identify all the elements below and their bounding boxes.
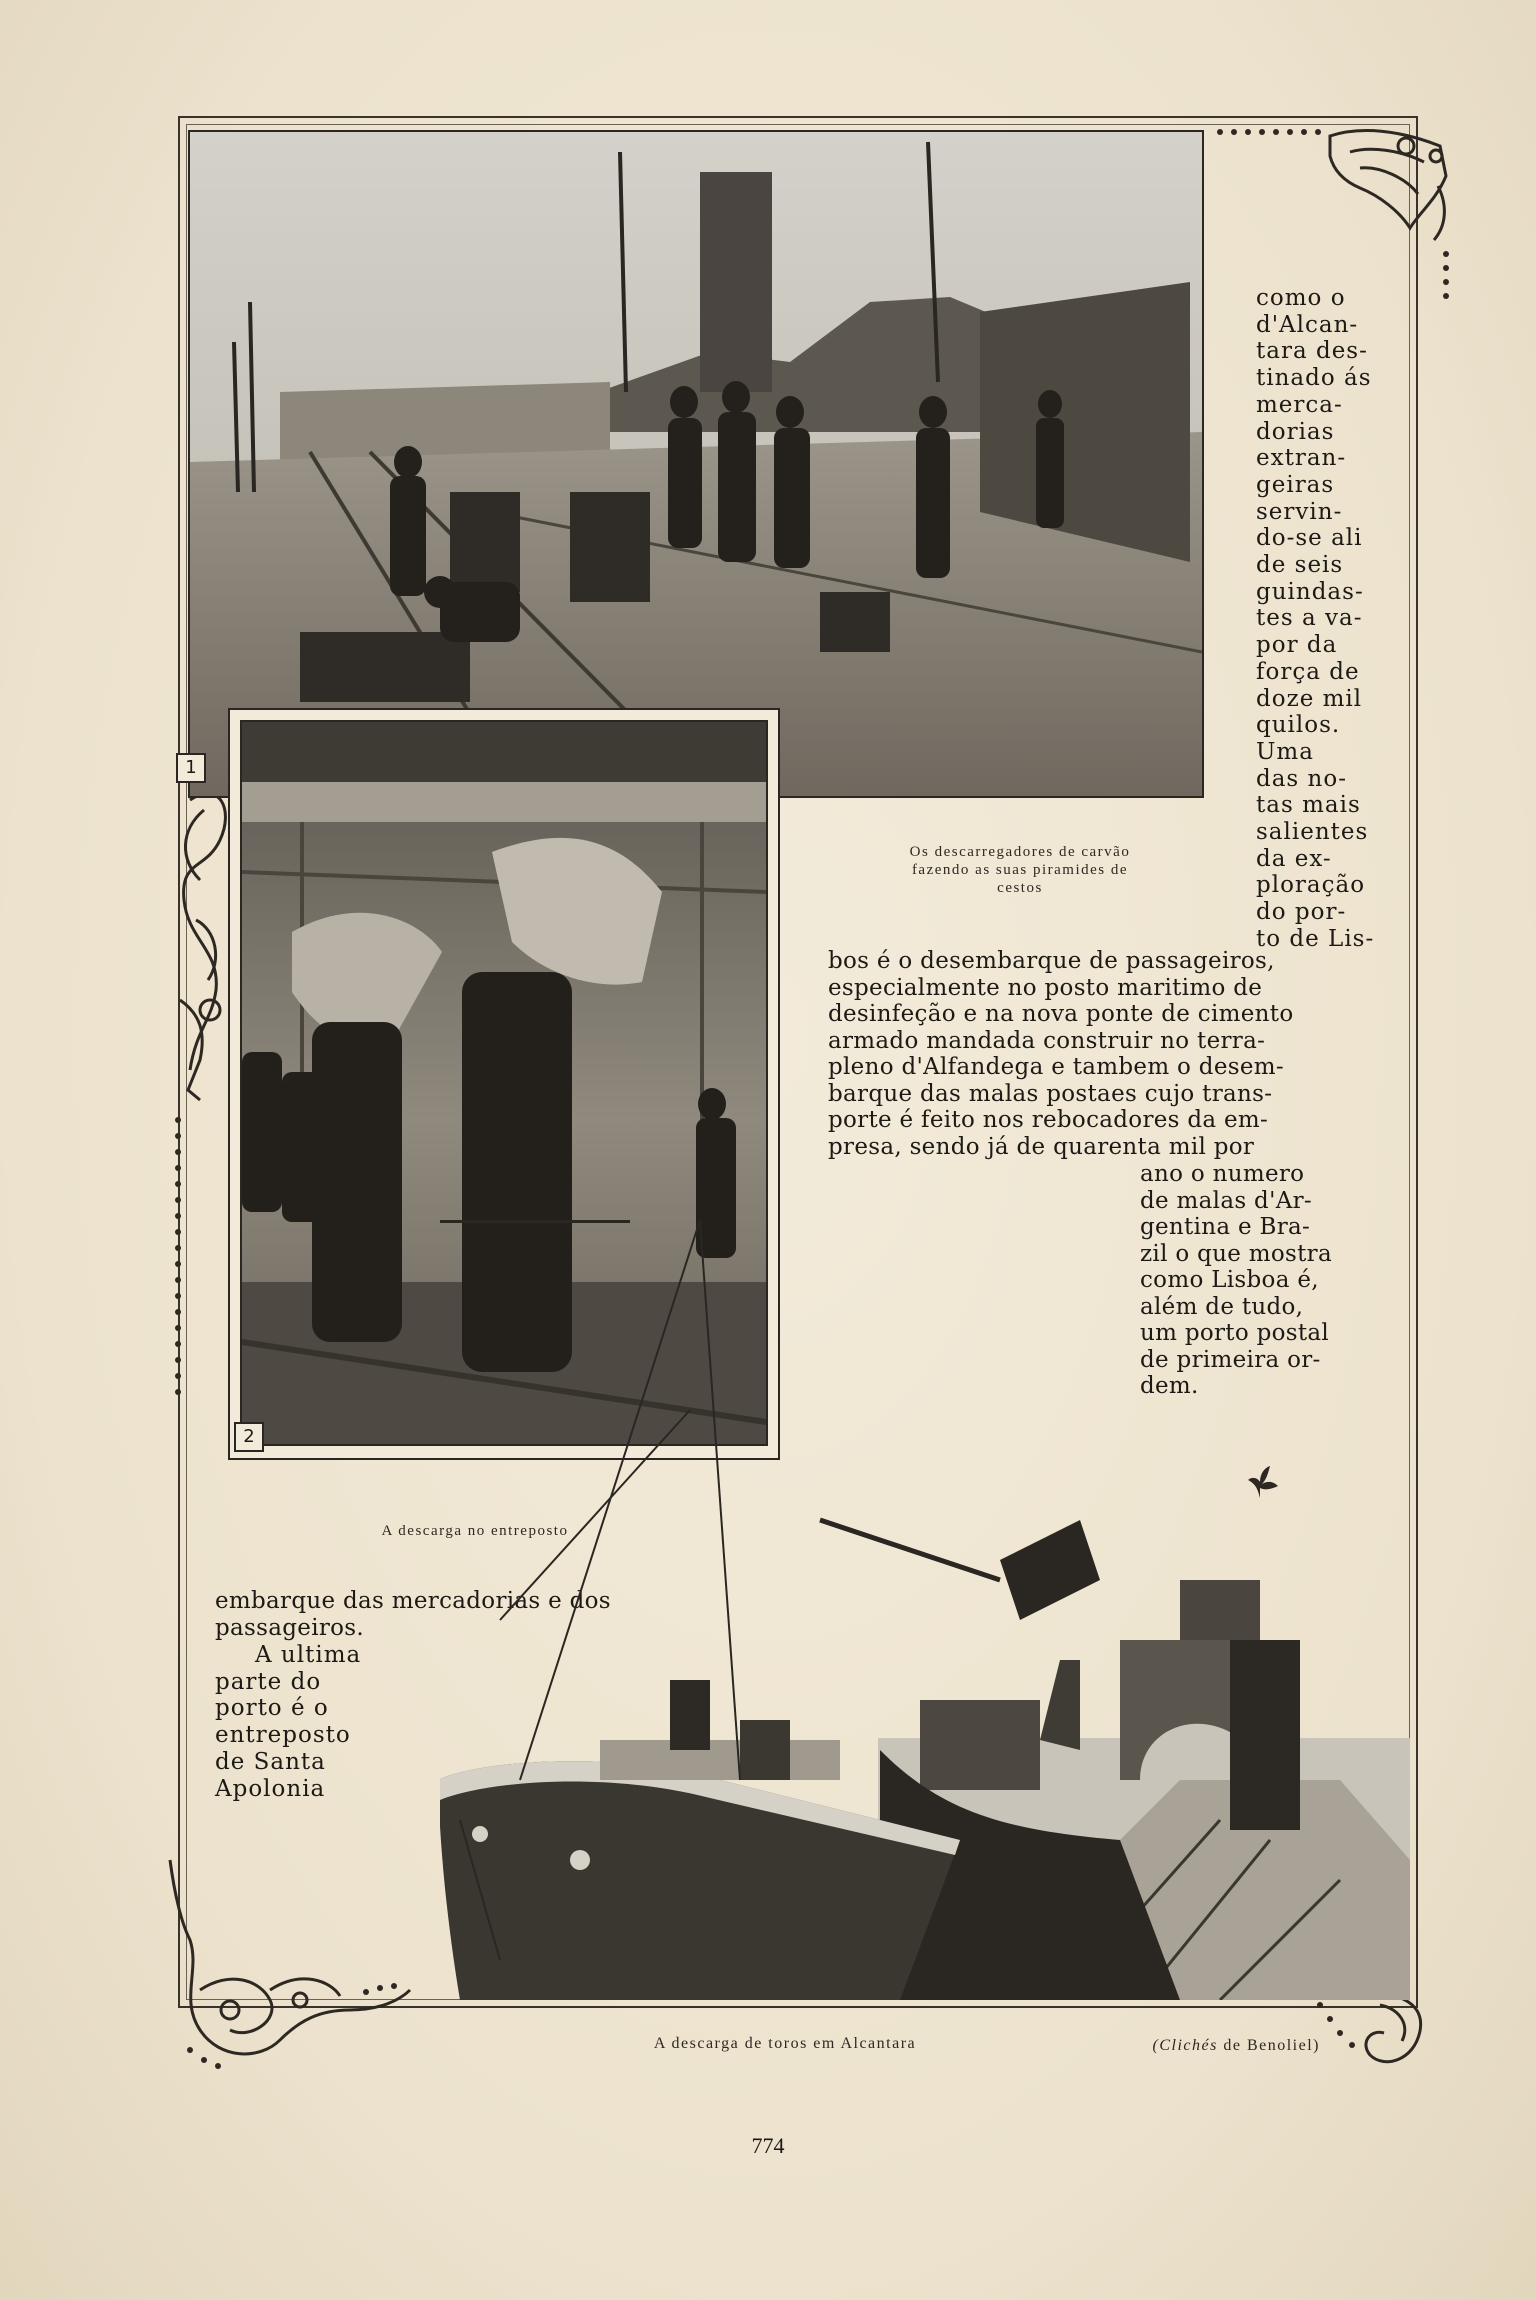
text-line: porte é feito nos rebocadores da em- xyxy=(828,1107,1269,1133)
article-column-left xyxy=(215,1642,385,1802)
text-line: do-se ali xyxy=(1256,525,1363,552)
text-line: A ultima xyxy=(255,1642,362,1668)
text-line: quilos. xyxy=(1256,712,1341,739)
text-line: das no- xyxy=(1256,765,1347,792)
text-line: de Santa xyxy=(215,1748,326,1775)
text-line: presa, sendo já de quarenta mil por xyxy=(828,1133,1255,1160)
text-line: tes a va- xyxy=(1256,605,1363,632)
text-line: gentina e Bra- xyxy=(1140,1214,1311,1240)
article-paragraph-wide xyxy=(828,948,1388,1160)
text-line: pleno d'Alfandega e tambem o desem- xyxy=(828,1054,1284,1080)
text-line: da ex- xyxy=(1256,845,1332,872)
text-line: ano o numero xyxy=(1140,1161,1305,1187)
photo-coal-unloaders xyxy=(188,130,1204,798)
text-line: d'Alcan- xyxy=(1256,311,1359,338)
text-line: especialmente no posto maritimo de xyxy=(828,974,1263,1001)
text-line: passageiros. xyxy=(215,1614,365,1641)
text-line: ploração xyxy=(1256,872,1366,899)
caption-line: cestos xyxy=(997,880,1043,896)
text-line: tas mais xyxy=(1256,792,1361,819)
text-line: embarque das mercadorias e dos xyxy=(215,1588,611,1614)
plate-number-1: 1 xyxy=(176,753,206,783)
text-line: Uma xyxy=(1256,738,1314,765)
text-line: do por- xyxy=(1256,899,1347,926)
corner-ornament-bottom-left xyxy=(160,1850,440,2100)
text-line: de malas d'Ar- xyxy=(1140,1187,1312,1214)
caption-ship-alcantara: A descarga de toros em Alcantara xyxy=(653,2035,917,2052)
text-line: bos é o desembarque de passageiros, xyxy=(828,948,1275,974)
text-line: um porto postal xyxy=(1140,1320,1330,1346)
photo-ship-alcantara xyxy=(440,1220,1410,2000)
text-line: dorias xyxy=(1256,418,1335,445)
text-line: extran- xyxy=(1256,445,1347,472)
text-line: zil o que mostra xyxy=(1140,1240,1332,1267)
caption-warehouse: A descarga no entreposto xyxy=(381,1523,569,1539)
article-column-right xyxy=(1256,285,1384,953)
caption-line: Os descarregadores de carvão xyxy=(909,844,1131,860)
text-line: como o xyxy=(1256,285,1346,311)
text-line: geiras xyxy=(1256,471,1335,498)
page-number: 774 xyxy=(751,2133,785,2158)
caption-coal-unloaders xyxy=(840,843,1200,897)
text-line: merca- xyxy=(1256,391,1343,418)
credit-italic: (Clichés xyxy=(1152,2037,1218,2054)
text-line: to de Lis- xyxy=(1256,925,1375,952)
text-line: tinado ás xyxy=(1256,365,1372,392)
plate-number-2: 2 xyxy=(234,1422,264,1452)
text-line: tara des- xyxy=(1256,338,1368,365)
caption-line: fazendo as suas piramides de xyxy=(911,862,1129,878)
text-line: guindas- xyxy=(1256,578,1364,605)
text-line: força de xyxy=(1256,658,1360,685)
text-line: barque das malas postaes cujo trans- xyxy=(828,1080,1273,1107)
text-line: além de tudo, xyxy=(1140,1293,1304,1320)
text-line: parte do xyxy=(215,1668,322,1695)
photo-credit xyxy=(1090,2037,1320,2055)
text-line: entreposto xyxy=(215,1722,351,1749)
text-line: armado mandada construir no terra- xyxy=(828,1027,1266,1054)
text-line: salientes xyxy=(1256,819,1369,846)
text-line: servin- xyxy=(1256,498,1343,525)
text-line: de seis xyxy=(1256,552,1344,579)
text-line: porto é o xyxy=(215,1695,329,1722)
text-line: como Lisboa é, xyxy=(1140,1267,1319,1293)
text-line: por da xyxy=(1256,632,1338,659)
text-line: de primeira or- xyxy=(1140,1346,1321,1373)
text-line: doze mil xyxy=(1256,685,1363,712)
credit-rest: de Benoliel) xyxy=(1223,2037,1320,2054)
text-line: dem. xyxy=(1140,1373,1199,1399)
text-line: desinfeção e na nova ponte de cimento xyxy=(828,1001,1294,1027)
text-line: Apolonia xyxy=(215,1775,326,1802)
